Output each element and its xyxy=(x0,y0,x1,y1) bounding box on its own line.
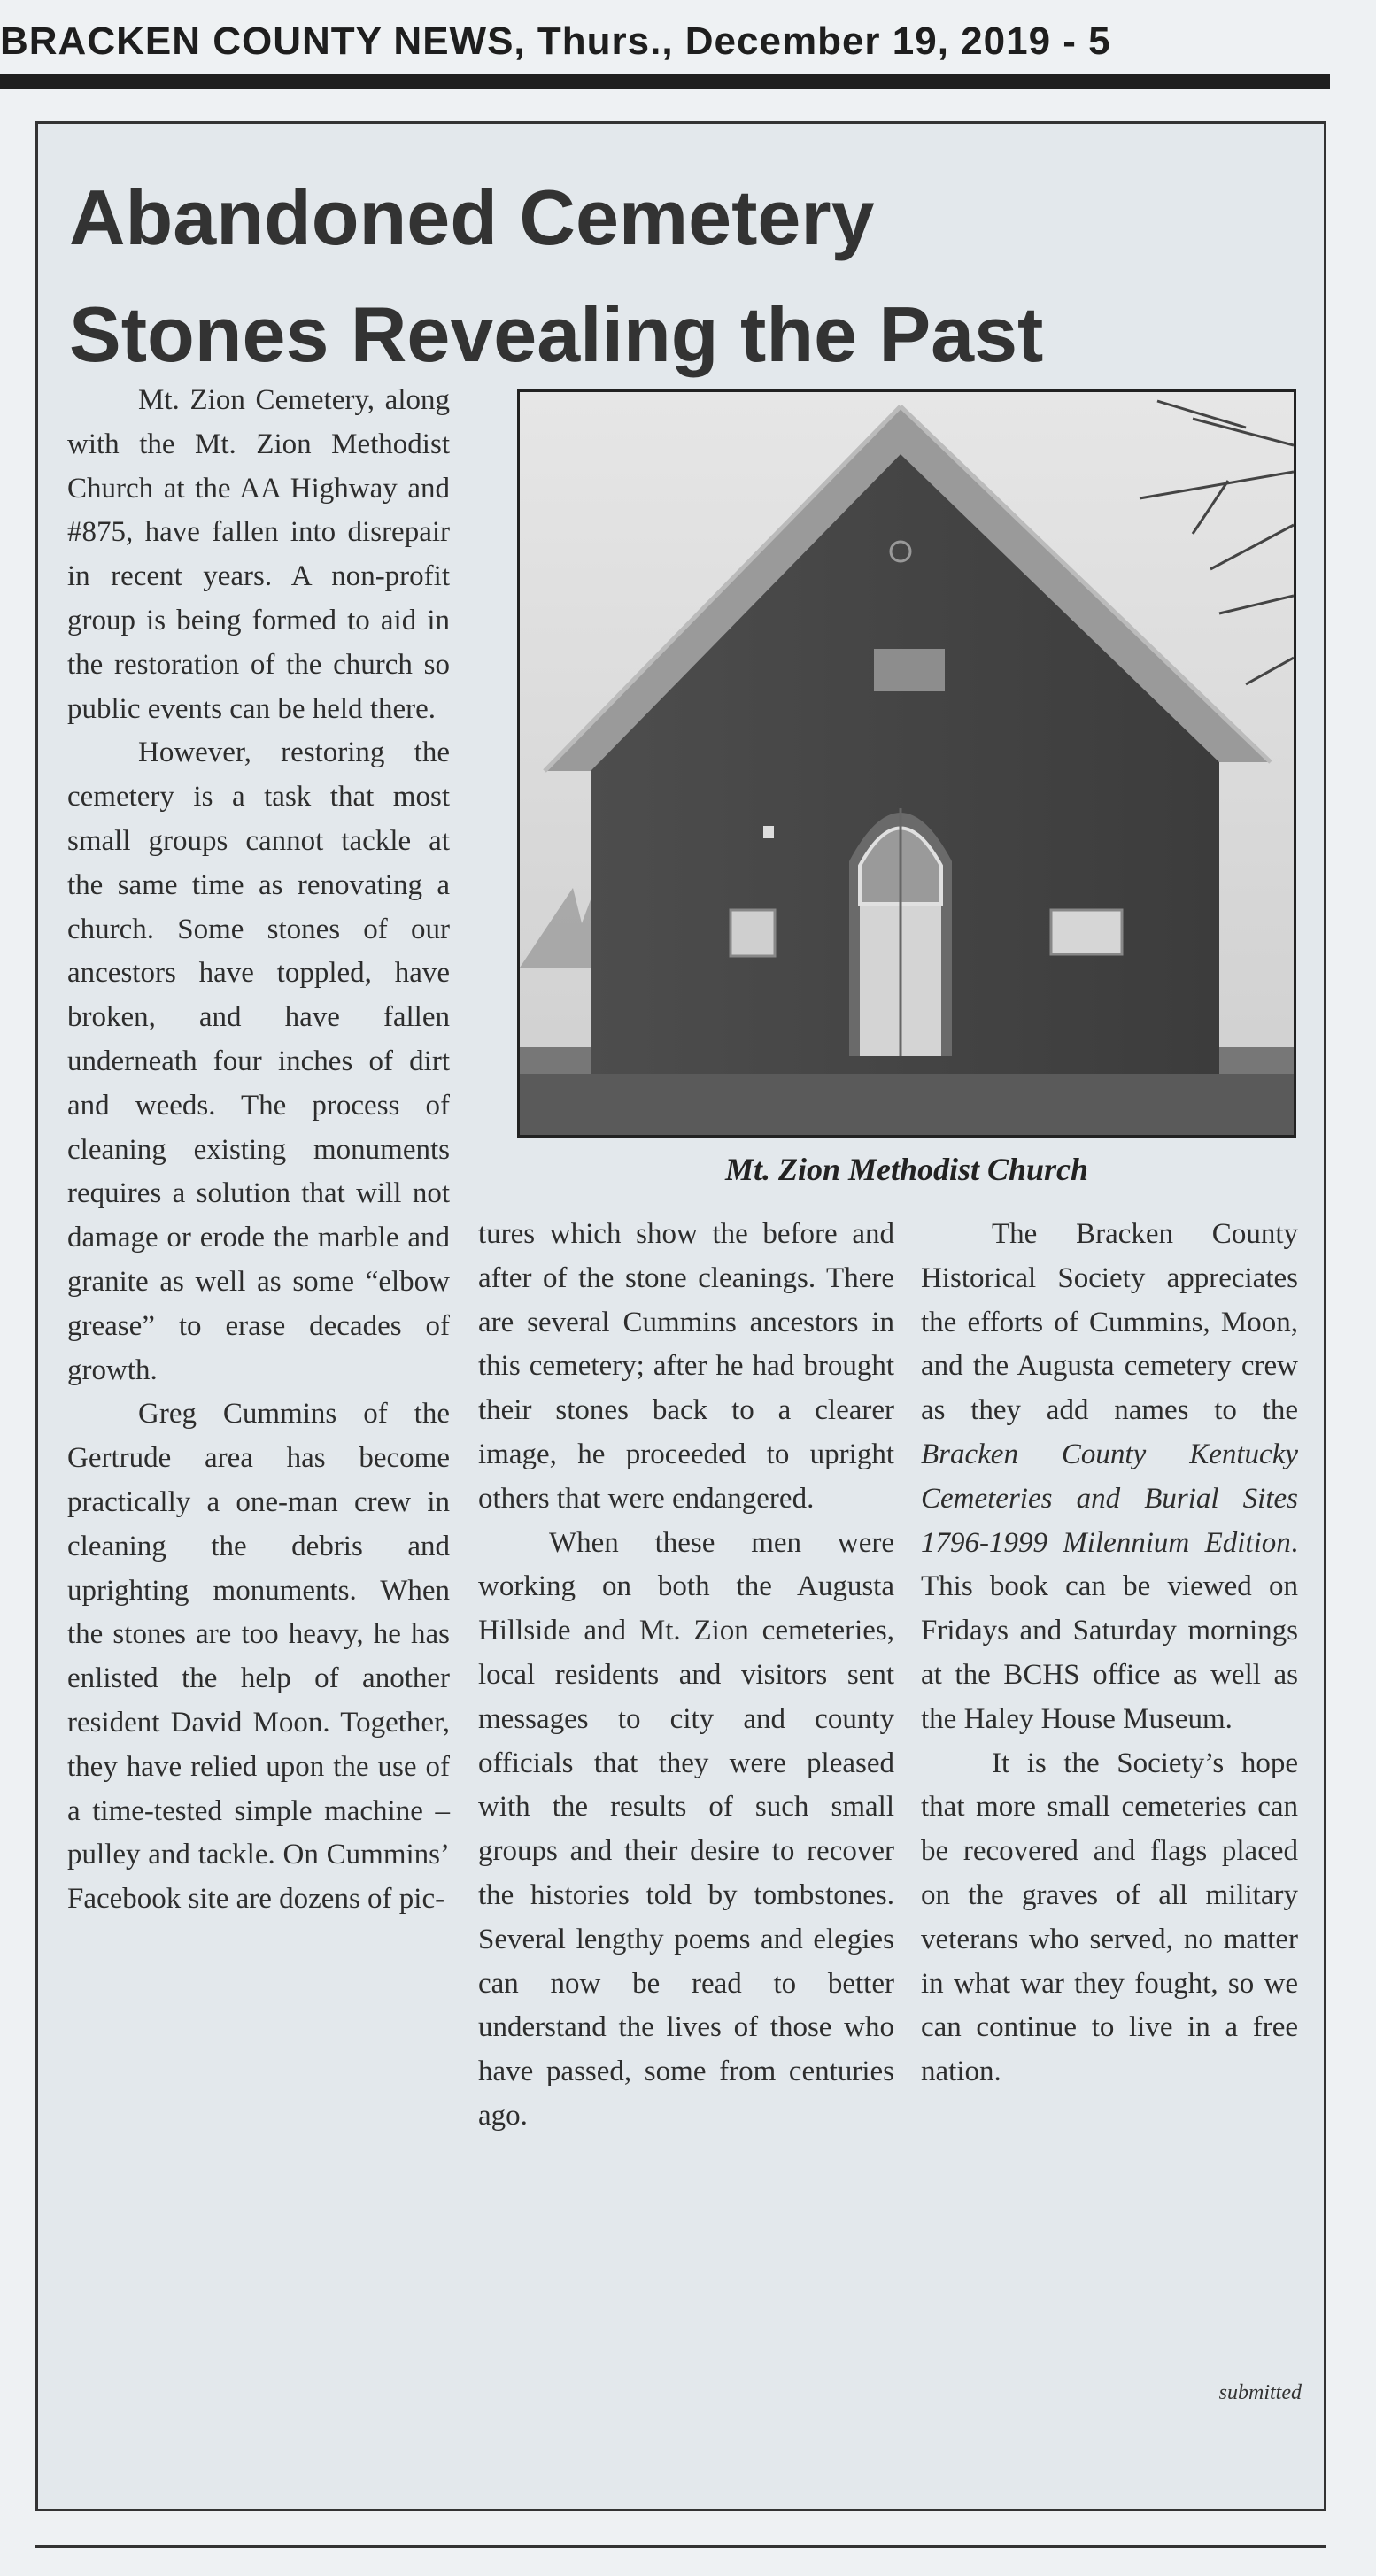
bottom-rule xyxy=(35,2545,1326,2548)
column-1-paragraph-1: Mt. Zion Cemetery, along with the Mt. Zion Methodist Church at the AA Highway and #875, have fallen into disrepair in recent years. A non-profit group is being formed to aid in the restoration of the church so public events can be held there. xyxy=(67,384,450,725)
church-photo xyxy=(517,389,1296,1138)
column-1-paragraph-2: However, restoring the cemetery is a task that most small groups cannot tackle at the same time as renovating a church. Some stones of our ancestors have toppled, have broken, and have fallen underneath four inches of dirt and weeds. The process of cleaning existing monuments requires a solution that will not damage or erode the marble and granite as well as some “elbow grease” to erase decades of growth. xyxy=(67,737,450,1386)
column-3 xyxy=(921,1213,1298,2094)
column-1 xyxy=(67,379,450,1922)
masthead: BRACKEN COUNTY NEWS, Thurs., December 19, 2019 - 5 xyxy=(0,19,1111,63)
column-3-paragraph-1-text-a: The Bracken County Historical Society appreciates the efforts of Cummins, Moon, and the Augusta cemetery crew as they add names to the xyxy=(921,1218,1298,1427)
headline-line-2: Stones Revealing the Past xyxy=(69,290,1044,378)
headline-line-1: Abandoned Cemetery xyxy=(69,174,875,261)
column-3-paragraph-1-text-b: . This book can be viewed on Fridays and Saturday mornings at the BCHS office as well as the Haley House Museum. xyxy=(921,1526,1298,1735)
column-2-paragraph-1: tures which show the before and after of the stone cleanings. There are several Cummins ancestors in this cemetery; after he had brought their stones back to a clearer image, he proceeded to upright others that were endangered. xyxy=(478,1218,894,1515)
column-3-paragraph-1 xyxy=(921,1213,1298,1742)
photo-caption: Mt. Zion Methodist Church xyxy=(724,1152,1089,1187)
book-title: Bracken County Kentucky Cemeteries and Burial Sites 1796-1999 Milennium Edition xyxy=(921,1438,1298,1559)
column-3-paragraph-2: It is the Society’s hope that more small cemeteries can be recovered and flags placed on the graves of all military veterans who served, no matter in what war they fought, so we can continue to live in a free nation. xyxy=(921,1747,1298,2088)
submitted-credit: submitted xyxy=(1218,2381,1302,2404)
headline xyxy=(69,159,1291,393)
column-2 xyxy=(478,1213,894,2139)
masthead-rule xyxy=(0,74,1330,89)
column-2-paragraph-2: When these men were working on both the Augusta Hillside and Mt. Zion cemeteries, local residents and visitors sent messages to city and county officials that they were pleased with the results of such small groups and their desire to recover the histories told by tombstones. Several lengthy poems and elegies can now be read to better understand the lives of those who have passed, some from centuries ago. xyxy=(478,1526,894,2132)
column-1-paragraph-3: Greg Cummins of the Gertrude area has become practically a one-man crew in cleaning the debris and uprighting monuments. When the stones are too heavy, he has enlisted the help of another resident David Moon. Together, they have relied upon the use of a time-tested simple machine – pulley and tackle. On Cummins’ Facebook site are dozens of pic- xyxy=(67,1398,450,1916)
